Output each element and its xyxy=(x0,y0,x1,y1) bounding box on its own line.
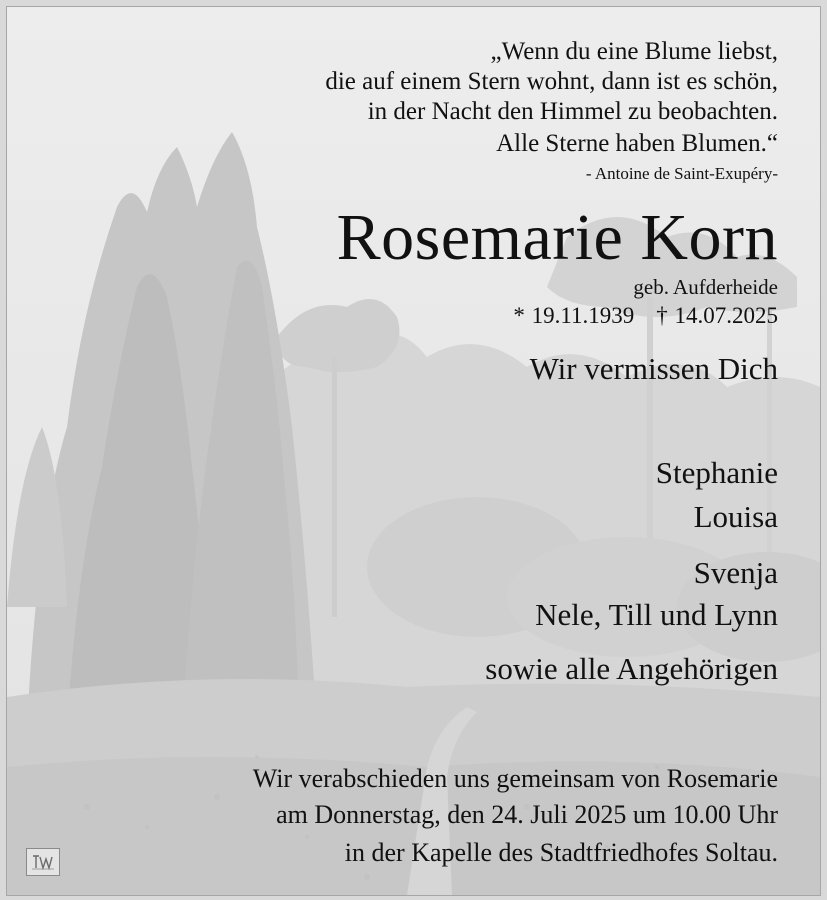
deceased-name: Rosemarie Korn xyxy=(336,201,778,274)
mourner-name: Nele, Till und Lynn xyxy=(535,597,778,632)
death-date: † 14.07.2025 xyxy=(656,303,778,328)
farewell-line-1: Wir verabschieden uns gemeinsam von Rosemarie xyxy=(252,764,778,793)
farewell-line-2: am Donnerstag, den 24. Juli 2025 um 10.00 Uhr xyxy=(276,800,778,829)
memorial-phrase: Wir vermissen Dich xyxy=(529,351,778,386)
obituary-card xyxy=(6,6,821,896)
mourner-name: Stephanie xyxy=(655,455,778,490)
publisher-monogram-icon xyxy=(26,848,60,876)
farewell-line-3: in der Kapelle des Stadtfriedhofes Soltau. xyxy=(344,838,778,867)
quote-line-3: in der Nacht den Himmel zu beobachten. xyxy=(367,98,778,125)
life-dates xyxy=(513,303,778,329)
mourner-name: sowie alle Angehörigen xyxy=(485,651,778,686)
quote-author: - Antoine de Saint-Exupéry- xyxy=(585,164,778,183)
quote-line-2: die auf einem Stern wohnt, dann ist es schön, xyxy=(325,68,778,95)
birth-date: * 19.11.1939 xyxy=(513,303,635,328)
quote-line-1: „Wenn du eine Blume liebst, xyxy=(490,38,778,65)
obituary-text xyxy=(7,7,820,895)
mourner-name: Svenja xyxy=(693,555,778,590)
quote-line-4: Alle Sterne haben Blumen.“ xyxy=(496,130,778,157)
mourner-name: Louisa xyxy=(693,499,778,534)
birth-name: geb. Aufderheide xyxy=(633,275,778,299)
